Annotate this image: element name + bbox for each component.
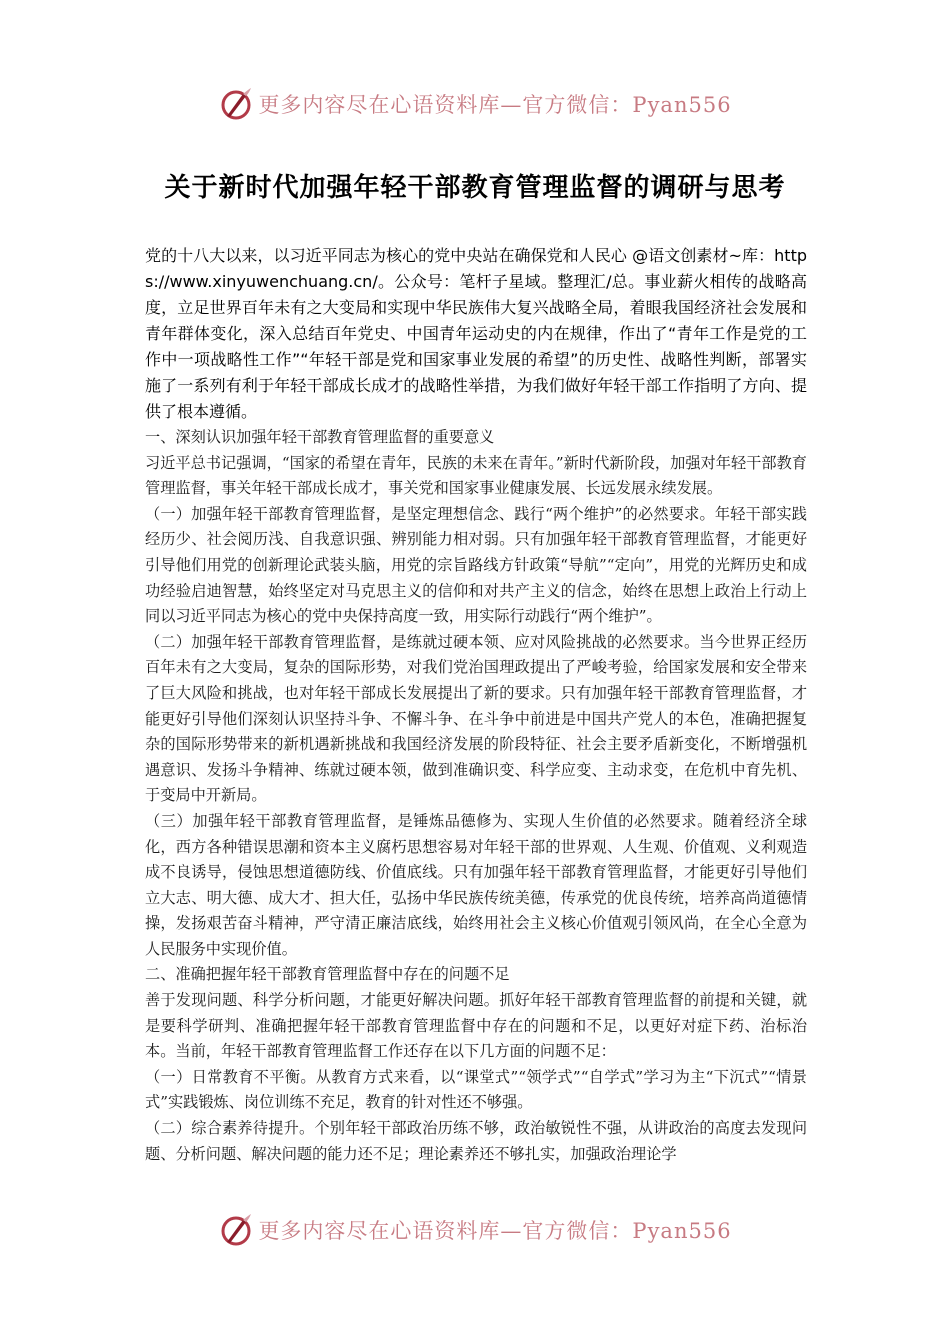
body-paragraph: （二）加强年轻干部教育管理监督，是练就过硬本领、应对风险挑战的必然要求。当今世界正经历百年未有之大变局，复杂的国际形势，对我们党治国理政提出了严峻考验，给国家发展和安全带来了巨大风险和挑战，也对年轻干部成长发展提出了新的要求。只有加强年轻干部教育管理监督，才能更好引导他们深刻认识坚持斗争、不懈斗争、在斗争中前进是中国共产党人的本色，准确把握复杂的国际形势带来的新机遇新挑战和我国经济发展的阶段特征、社会主要矛盾新变化，不断增强机遇意识、发扬斗争精神、练就过硬本领，做到准确识变、科学应变、主动求变，在危机中育先机、于变局中开新局。 (145, 632, 807, 805)
section-heading: 一、深刻认识加强年轻干部教育管理监督的重要意义 (145, 428, 495, 446)
body-paragraph: （二）综合素养待提升。个别年轻干部政治历练不够，政治敏锐性不强，从讲政治的高度去发现问题、分析问题、解决问题的能力还不足；理论素养还不够扎实，加强政治理论学 (145, 1119, 807, 1163)
document-title: 关于新时代加强年轻干部教育管理监督的调研与思考 (164, 173, 786, 204)
intro-paragraph: 党的十八大以来，以习近平同志为核心的党中央站在确保党和人民心 @语文创素材~库：https://www.xinyuwenchuang.cn/。公众号：笔杆子星域。整理汇/总。事业薪火相传的战略高度，立足世界百年未有之大变局和实现中华民族伟大复兴战略全局，着眼我国经济社会发展和青年群体变化，深入总结百年党史、中国青年运动史的内在规律，作出了“青年工作是党的工作中一项战略性工作”“年轻干部是党和国家事业发展的希望”的历史性、战略性判断，部署实施了一系列有利于年轻干部成长成才的战略性举措，为我们做好年轻干部工作指明了方向、提供了根本遵循。 (145, 246, 807, 421)
body-paragraph: 善于发现问题、科学分析问题，才能更好解决问题。抓好年轻干部教育管理监督的前提和关键，就是要科学研判、准确把握年轻干部教育管理监督中存在的问题和不足，以更好对症下药、治标治本。当前，年轻干部教育管理监督工作还存在以下几方面的问题不足： (145, 991, 807, 1061)
body-paragraph: （一）加强年轻干部教育管理监督，是坚定理想信念、践行“两个维护”的必然要求。年轻干部实践经历少、社会阅历浅、自我意识强、辨别能力相对弱。只有加强年轻干部教育管理监督，才能更好引导他们用党的创新理论武装头脑，用党的宗旨路线方针政策“导航”“定向”，用党的光辉历史和成功经验启迪智慧，始终坚定对马克思主义的信仰和对共产主义的信念，始终在思想上政治上行动上同以习近平同志为核心的党中央保持高度一致，用实际行动践行“两个维护”。 (145, 504, 807, 626)
footer-watermark-banner (0, 1208, 950, 1252)
watermark-text: 更多内容尽在心语资料库—官方微信：Pyan556 (258, 1219, 732, 1243)
quill-pen-logo-icon (218, 1212, 254, 1248)
quill-pen-logo-icon (218, 86, 254, 122)
header-watermark-banner (0, 82, 950, 126)
body-paragraph: （一）日常教育不平衡。从教育方式来看，以“课堂式”“领学式”“自学式”学习为主“下沉式”“情景式”实践锻炼、岗位训练不充足，教育的针对性还不够强。 (145, 1067, 807, 1112)
body-paragraph: 习近平总书记强调，“国家的希望在青年，民族的未来在青年。”新时代新阶段，加强对年轻干部教育管理监督，事关年轻干部成长成才，事关党和国家事业健康发展、长远发展永续发展。 (145, 453, 807, 498)
body-paragraph: （三）加强年轻干部教育管理监督，是锤炼品德修为、实现人生价值的必然要求。随着经济全球化，西方各种错误思潮和资本主义腐朽思想容易对年轻干部的世界观、人生观、价值观、义利观造成不良诱导，侵蚀思想道德防线、价值底线。只有加强年轻干部教育管理监督，才能更好引导他们立大志、明大德、成大才、担大任，弘扬中华民族传统美德，传承党的优良传统，培养高尚道德情操，发扬艰苦奋斗精神，严守清正廉洁底线，始终用社会主义核心价值观引领风尚，在全心全意为人民服务中实现价值。 (145, 811, 807, 958)
watermark-text: 更多内容尽在心语资料库—官方微信：Pyan556 (258, 93, 732, 117)
section-heading: 二、准确把握年轻干部教育管理监督中存在的问题不足 (145, 965, 510, 984)
document-body (145, 243, 807, 1167)
